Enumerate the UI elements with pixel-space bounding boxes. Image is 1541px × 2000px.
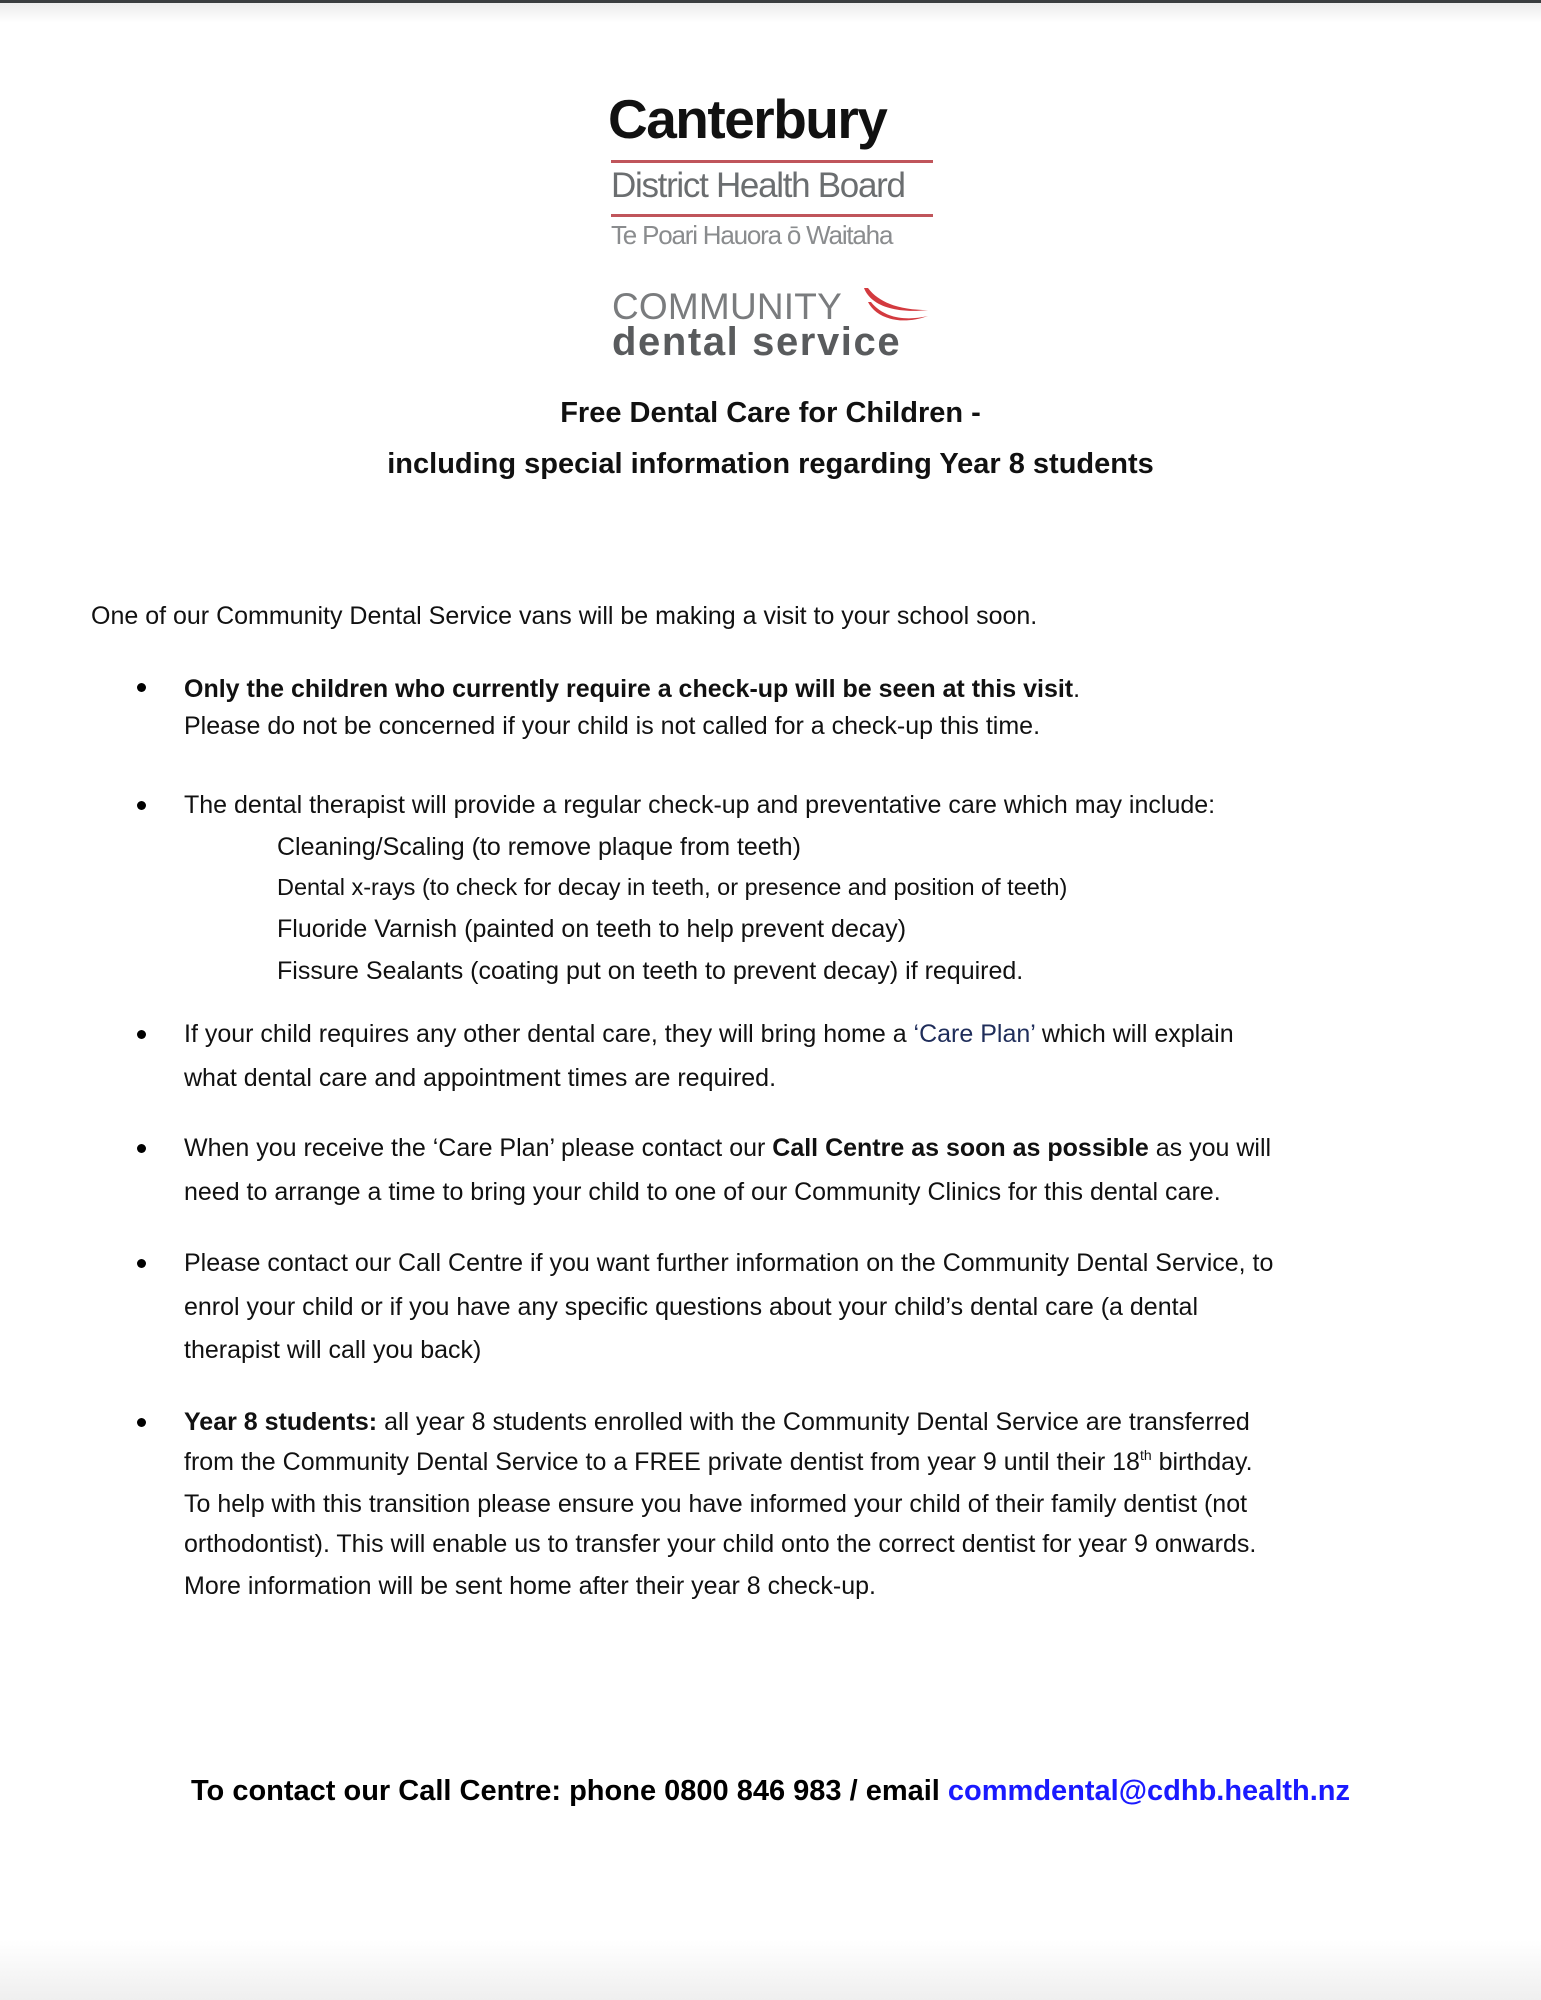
bullet-4-line1 <box>184 1136 1271 1161</box>
bullet-6-line2-post: birthday. <box>1151 1448 1253 1476</box>
bullet-4-text-pre: When you receive the ‘Care Plan’ please contact our <box>184 1134 773 1162</box>
page-title-line2: including special information regarding Year 8 students <box>387 448 1154 480</box>
smile-swoosh-icon <box>862 286 930 328</box>
care-plan-term: ‘Care Plan’ <box>913 1020 1035 1048</box>
bullet-5-line2: enrol your child or if you have any specific questions about your child’s dental care (a dental <box>184 1293 1199 1321</box>
logo-org-name: Canterbury <box>608 88 887 150</box>
bullet-2-text: The dental therapist will provide a regular check-up and preventative care which may include: <box>184 791 1216 819</box>
top-shadow <box>0 3 1541 23</box>
contact-prefix: To contact our Call Centre: phone 0800 846 983 / email <box>190 1775 948 1807</box>
logo-rule-top <box>611 160 933 163</box>
bullet-3-line1 <box>184 1022 1234 1047</box>
bullet-6-text: all year 8 students enrolled with the Community Dental Service are transferred <box>377 1408 1250 1436</box>
bottom-shadow <box>0 1940 1541 2000</box>
bullet-6-line2-pre: from the Community Dental Service to a FREE private dentist from year 9 until their 18 <box>184 1448 1140 1476</box>
bullet-6-line3: To help with this transition please ensure you have informed your child of their family dentist (not <box>184 1490 1248 1518</box>
bullet-4-bold: Call Centre as soon as possible <box>772 1134 1149 1162</box>
bullet-icon <box>137 1144 146 1153</box>
bullet-4-line2: need to arrange a time to bring your child to one of our Community Clinics for this dental care. <box>184 1178 1221 1206</box>
sub-item: Dental x-rays (to check for decay in teeth, or presence and position of teeth) <box>277 874 1068 900</box>
bullet-icon <box>137 1030 146 1039</box>
bullet-icon <box>137 1259 146 1268</box>
bullet-5-line1: Please contact our Call Centre if you want further information on the Community Dental Service, to <box>184 1249 1274 1277</box>
email-link[interactable]: commdental@cdhb.health.nz <box>947 1775 1351 1807</box>
bullet-3-text-pre: If your child requires any other dental care, they will bring home a <box>184 1020 914 1048</box>
sub-item: Fissure Sealants (coating put on teeth to prevent decay) if required. <box>277 957 1024 985</box>
year8-heading: Year 8 students: <box>184 1408 378 1436</box>
bullet-1-period: . <box>1073 675 1081 703</box>
ordinal-suffix: th <box>1139 1447 1152 1463</box>
intro-text: One of our Community Dental Service vans will be making a visit to your school soon. <box>91 602 1038 630</box>
bullet-6-line5: More information will be sent home after their year 8 check-up. <box>184 1572 876 1600</box>
contact-line <box>0 1775 1541 1808</box>
logo-org-subtitle: District Health Board <box>611 166 905 205</box>
bullet-1-line2: Please do not be concerned if your child is not called for a check-up this time. <box>184 712 1041 740</box>
bullet-6-line4: orthodontist). This will enable us to transfer your child onto the correct dentist for year 9 onwards. <box>184 1530 1257 1558</box>
bullet-3-line2: what dental care and appointment times are required. <box>184 1064 777 1092</box>
bullet-3-text-post: which will explain <box>1034 1020 1234 1048</box>
page-title-line1: Free Dental Care for Children - <box>560 397 981 429</box>
logo-org-maori: Te Poari Hauora ō Waitaha <box>611 220 893 250</box>
bullet-1-bold: Only the children who currently require a check-up will be seen at this visit <box>184 675 1074 703</box>
sub-item: Fluoride Varnish (painted on teeth to help prevent decay) <box>277 915 907 943</box>
bullet-icon <box>137 683 146 692</box>
bullet-1-line1 <box>184 677 1080 702</box>
bullet-4-text-post: as you will <box>1148 1134 1272 1162</box>
bullet-icon <box>137 1418 146 1427</box>
bullet-5-line3: therapist will call you back) <box>184 1336 482 1364</box>
sub-item: Cleaning/Scaling (to remove plaque from teeth) <box>277 833 801 861</box>
bullet-icon <box>137 801 146 810</box>
bullet-6-line1 <box>184 1410 1250 1435</box>
logo-service-line2: dental service <box>612 320 902 364</box>
logo-service-line1: COMMUNITY <box>612 286 842 327</box>
bullet-6-line2 <box>184 1447 1253 1476</box>
logo-rule-bottom <box>611 214 933 217</box>
